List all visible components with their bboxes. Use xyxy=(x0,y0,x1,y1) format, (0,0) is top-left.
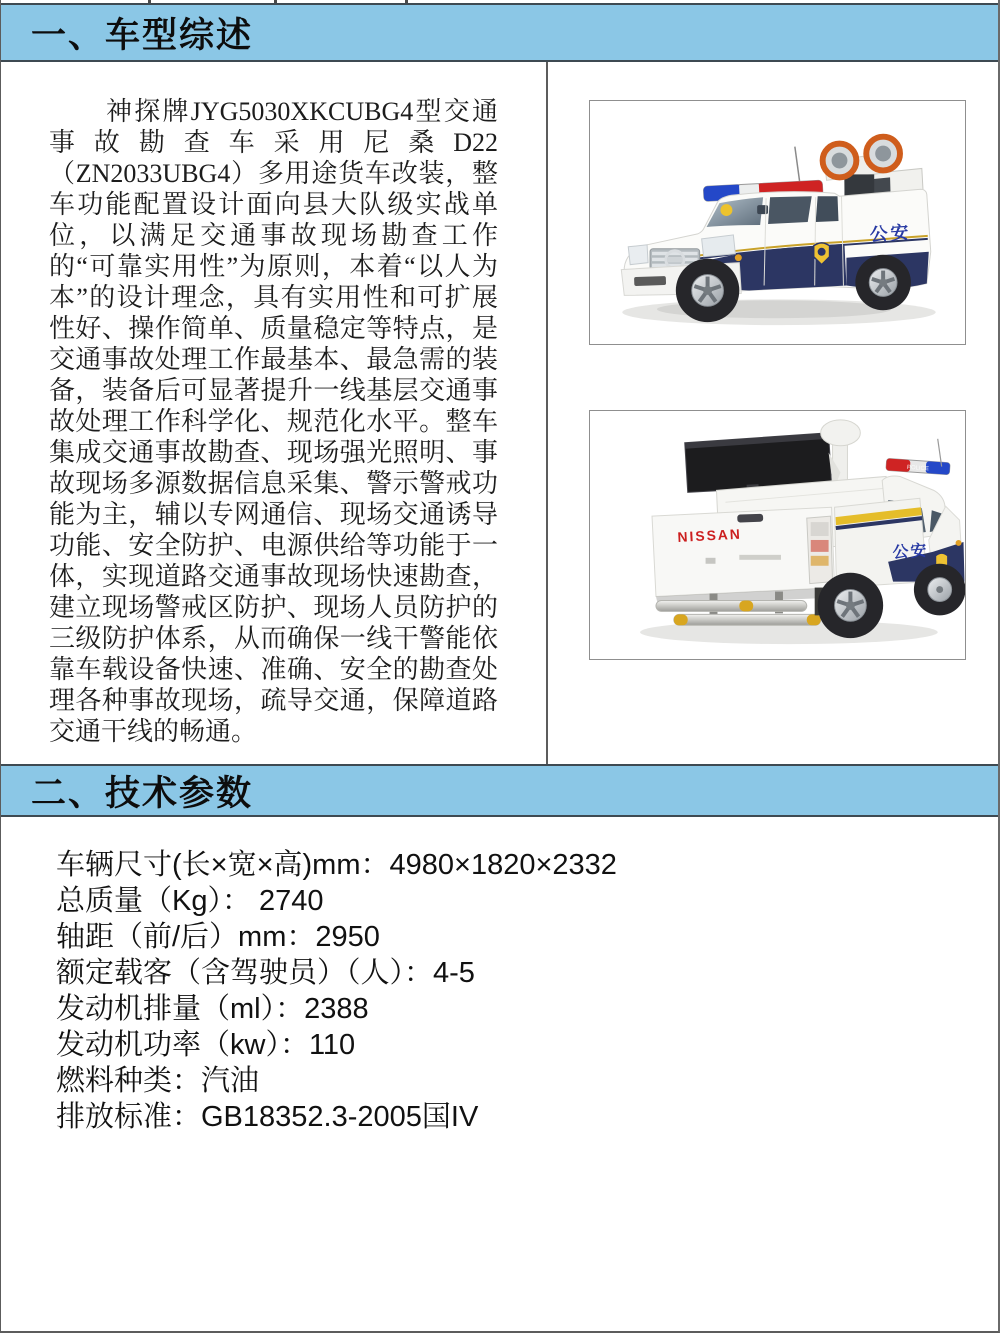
windshield-sticker xyxy=(720,204,732,216)
overview-paragraph: 神探牌JYG5030XKCUBG4型交通事故勘查车采用尼桑D22（ZN2033UBG4）多用途货车改装，整车功能配置设计面向县大队级实战单位，以满足交通事故现场勘查工作的“可靠实用性”为原则，本着“以人为本”的设计理念，具有实用性和可扩展性好、操作简单、质量稳定等特点，是交通事故处理工作最基本、最急需的装备，装备后可显著提升一线基层交通事故处理工作科学化、规范化水平。整车集成交通事故勘查、现场强光照明、事故现场多源数据信息采集、警示警戒功能为主，辅以专网通信、现场交通诱导功能、安全防护、电源供给等功能于一体，实现道路交通事故现场快速勘查，建立现场警戒区防护、现场人员防护的三级防护体系，从而确保一线干警能依靠车载设备快速、准确、安全的勘查处理各种事故现场，疏导交通，保障道路交通干线的畅通。 xyxy=(49,97,498,746)
spec-gross-weight: 总质量（Kg）： 2740 xyxy=(56,885,324,917)
gongan-marking: 公安 xyxy=(892,542,929,562)
top-tick xyxy=(405,0,408,3)
vehicle-photo-rear xyxy=(590,411,965,659)
tail-lamp xyxy=(807,516,833,583)
lightbar-text: POLICE xyxy=(906,464,929,473)
section-2-header xyxy=(1,764,998,817)
side-marker xyxy=(956,540,962,546)
section-2-title: 二、技术参数 xyxy=(31,773,254,813)
section-1-title: 一、车型综述 xyxy=(31,15,254,55)
windshield xyxy=(707,197,764,227)
spec-fuel-type: 燃料种类：汽油 xyxy=(56,1065,260,1097)
specs-section xyxy=(1,817,998,1331)
turn-signal xyxy=(735,254,742,261)
rear-wheel xyxy=(855,255,911,311)
headlight xyxy=(702,235,736,257)
gongan-marking: 公安 xyxy=(869,221,913,245)
photo-panel xyxy=(548,62,998,764)
nissan-brand-text: NISSAN xyxy=(677,525,743,545)
side-mirror xyxy=(757,205,768,214)
top-edge-strip xyxy=(1,0,998,3)
rear-wheel xyxy=(818,573,883,638)
spec-seating: 额定载客（含驾驶员）（人）：4-5 xyxy=(56,957,475,989)
vehicle-photo-front-frame xyxy=(589,100,966,345)
front-wheel xyxy=(914,564,965,616)
spec-engine-power: 发动机功率（kw）：110 xyxy=(56,1029,356,1061)
section-1-header xyxy=(1,3,998,62)
spec-engine-displacement: 发动机排量（ml）：2388 xyxy=(56,993,369,1025)
overview-text-panel xyxy=(1,62,548,764)
vehicle-photo-rear-frame xyxy=(589,410,966,660)
tailgate-handle xyxy=(737,514,763,523)
spec-emission-standard: 排放标准：GB18352.3-2005国IV xyxy=(56,1101,479,1133)
spec-dimensions: 车辆尺寸(长×宽×高)mm：4980×1820×2332 xyxy=(56,849,617,881)
front-wheel xyxy=(676,259,739,322)
vehicle-photo-front xyxy=(590,101,965,344)
top-tick xyxy=(274,0,277,3)
spec-wheelbase: 轴距（前/后）mm：2950 xyxy=(56,921,380,953)
overview-section xyxy=(1,62,998,764)
top-tick xyxy=(148,0,151,3)
